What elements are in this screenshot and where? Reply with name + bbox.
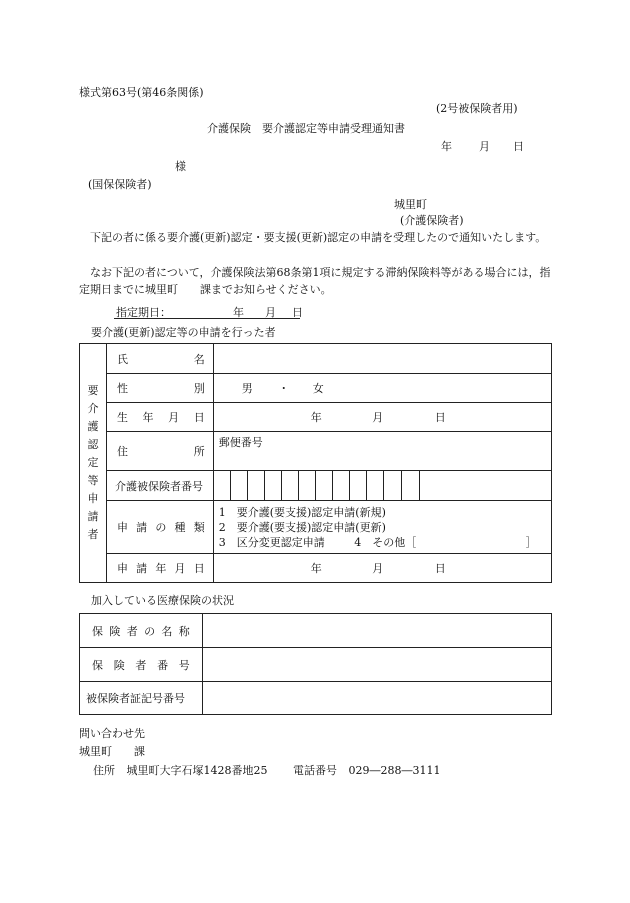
app-date-month-label: 月 (372, 562, 384, 575)
issue-month-label: 月 (479, 140, 490, 153)
birth-year-label: 年 (310, 411, 322, 424)
digit-box[interactable] (299, 471, 316, 500)
app-type-field[interactable] (213, 501, 551, 554)
app-type-option-1[interactable]: 1 要介護(要支援)認定申請(新規) (218, 505, 386, 519)
insured-number-field[interactable] (213, 471, 551, 501)
digit-box[interactable] (231, 471, 248, 500)
digit-box[interactable] (248, 471, 265, 500)
app-date-year-label: 年 (310, 562, 322, 575)
insured-number-label: 介護被保険者番号 (106, 471, 213, 501)
address-label: 住所 (93, 764, 115, 777)
deadline-year-label: 年 (233, 306, 244, 319)
deadline-month-label: 月 (265, 306, 276, 319)
address-label: 住所 (106, 432, 213, 471)
sex-female-option[interactable]: 女 (312, 382, 324, 395)
address-value: 城里町大字石塚1428番地25 (126, 764, 268, 777)
sex-separator: ・ (278, 382, 290, 395)
digit-box[interactable] (265, 471, 282, 500)
sex-field[interactable] (213, 374, 551, 403)
digit-box[interactable] (384, 471, 402, 500)
insurer-name-field[interactable] (202, 614, 551, 648)
notice-paragraph-2: なお下記の者について，介護保険法第68条第1項に規定する滞納保険料等がある場合には，指定期日までに城里町 課までお知らせください。 (79, 266, 551, 296)
notice-paragraph-1: 下記の者に係る要介護(更新)認定・要支援(更新)認定の申請を受理したので通知いたします。 (90, 231, 547, 244)
sex-label: 性別 (106, 374, 213, 403)
address-field[interactable] (213, 432, 551, 471)
birth-label: 生年月日 (106, 403, 213, 432)
digit-box[interactable] (350, 471, 367, 500)
insurer-name-label: 保険者の名称 (80, 614, 203, 648)
insurer-number-label: 保険者番号 (80, 648, 203, 682)
app-date-day-label: 日 (434, 562, 446, 575)
card-number-field[interactable] (202, 682, 551, 715)
deadline-day-label: 日 (292, 306, 303, 319)
issue-day-label: 日 (513, 140, 524, 153)
name-field[interactable] (213, 344, 551, 374)
insurer-number-field[interactable] (202, 648, 551, 682)
issuer-label: (介護保険者) (400, 214, 464, 227)
digit-box[interactable] (316, 471, 333, 500)
app-type-bracket-close: ］ (525, 535, 537, 549)
digit-box[interactable] (214, 471, 231, 500)
contact-address-row (93, 762, 441, 778)
birth-field[interactable] (213, 403, 551, 432)
phone-value: 029―288―3111 (348, 764, 441, 777)
sex-male-option[interactable]: 男 (241, 382, 253, 395)
contact-heading: 問い合わせ先 (79, 727, 145, 740)
insured-type-label: (2号被保険者用) (436, 102, 518, 115)
digit-box[interactable] (333, 471, 350, 500)
issue-year-label: 年 (441, 140, 452, 153)
postal-code-label: 郵便番号 (218, 436, 263, 449)
app-type-label: 申請の種類 (106, 501, 213, 554)
deadline-underline (114, 318, 300, 319)
insurance-heading: 加入している医療保険の状況 (91, 594, 234, 607)
app-type-option-2[interactable]: 2 要介護(要支援)認定申請(更新) (218, 520, 386, 534)
phone-label: 電話番号 (293, 764, 337, 777)
applicant-table (79, 343, 552, 583)
app-type-option-4[interactable]: 4 その他［ (354, 535, 417, 549)
app-date-field[interactable] (213, 554, 551, 583)
name-label: 氏名 (106, 344, 213, 374)
digit-box[interactable] (402, 471, 420, 500)
digit-box[interactable] (282, 471, 299, 500)
birth-day-label: 日 (434, 411, 446, 424)
contact-department: 城里町 課 (79, 745, 145, 758)
document-title: 介護保険 要介護認定等申請受理通知書 (207, 122, 405, 135)
honorific: 様 (175, 160, 186, 173)
insurance-table (79, 613, 552, 715)
app-type-option-3[interactable]: 3 区分変更認定申請 (218, 535, 325, 549)
deadline-label: 指定期日： (116, 306, 171, 319)
applicant-heading: 要介護(更新)認定等の申請を行った者 (91, 326, 276, 339)
issuer-town: 城里町 (394, 198, 427, 211)
digit-box[interactable] (367, 471, 384, 500)
card-number-label: 被保険者証記号番号 (80, 682, 203, 715)
birth-month-label: 月 (372, 411, 384, 424)
addressee-label: (国保保険者) (88, 178, 152, 191)
app-date-label: 申請年月日 (106, 554, 213, 583)
form-number: 様式第63号(第46条関係) (79, 86, 204, 99)
applicant-side-label: 要 介 護 認 定 等 申 請 者 (80, 344, 107, 583)
